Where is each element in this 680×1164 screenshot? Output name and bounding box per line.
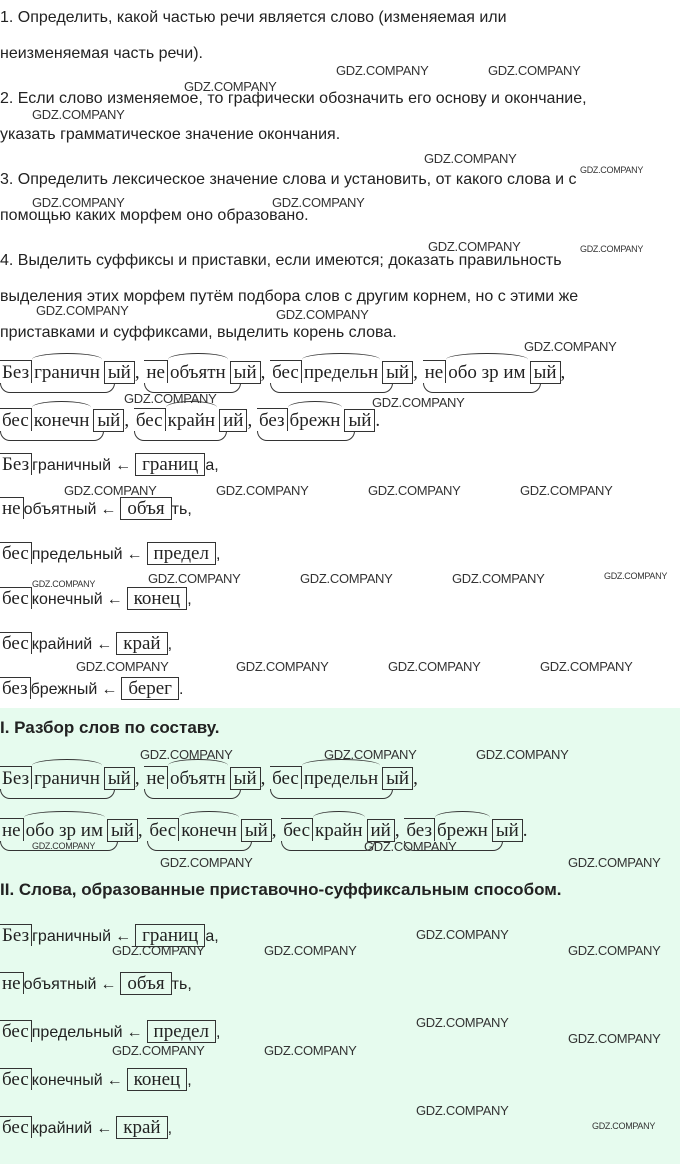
word-base-bracket bbox=[270, 789, 393, 799]
prefix: бес bbox=[0, 1116, 32, 1138]
ending: ый bbox=[93, 409, 124, 432]
section-heading-1: I. Разбор слов по составу. bbox=[0, 718, 220, 737]
separator: , bbox=[134, 768, 140, 789]
root: объятн bbox=[169, 768, 226, 789]
arrow-left-icon: ← bbox=[106, 591, 123, 608]
analyzed-word bbox=[147, 820, 271, 842]
watermark: GDZ.COMPANY bbox=[428, 239, 521, 254]
watermark: GDZ.COMPANY bbox=[416, 1015, 509, 1030]
source-word: берег bbox=[121, 677, 179, 700]
watermark: GDZ.COMPANY bbox=[124, 391, 217, 406]
word-base-bracket bbox=[147, 841, 251, 851]
analyzed-word bbox=[0, 410, 124, 432]
watermark: GDZ.COMPANY bbox=[604, 571, 668, 581]
source-tail: а, bbox=[205, 928, 219, 945]
watermark: GDZ.COMPANY bbox=[592, 1121, 656, 1131]
watermark: GDZ.COMPANY bbox=[372, 395, 465, 410]
prefix: без bbox=[404, 818, 435, 841]
source-word: предел bbox=[147, 1020, 216, 1043]
watermark: GDZ.COMPANY bbox=[568, 943, 661, 958]
derived-word-rest: объятный bbox=[23, 501, 97, 518]
source-tail: , bbox=[167, 1120, 173, 1137]
step-2-line-1: 2. Если слово изменяемое, то графически обозначить его основу и окончание, bbox=[0, 90, 587, 107]
root: брежн bbox=[436, 820, 488, 841]
prefix: бес bbox=[0, 408, 32, 431]
source-tail: , bbox=[187, 1072, 192, 1089]
watermark: GDZ.COMPANY bbox=[184, 79, 277, 94]
ending: ый bbox=[230, 361, 261, 384]
separator: , bbox=[247, 410, 253, 431]
arrow-left-icon: ← bbox=[100, 501, 117, 518]
separator: , bbox=[260, 362, 266, 383]
step-3-line-1: 3. Определить лексическое значение слова и установить, от какого слова и с bbox=[0, 171, 577, 188]
step-3-line-2: помощью каких морфем оно образовано. bbox=[0, 207, 309, 224]
source-tail: , bbox=[215, 546, 221, 563]
analyzed-word bbox=[144, 768, 260, 790]
analyzed-word bbox=[134, 410, 248, 432]
source-word: край bbox=[116, 1116, 167, 1139]
prefix: бес bbox=[134, 408, 166, 431]
prefix: Без bbox=[0, 766, 32, 789]
watermark: GDZ.COMPANY bbox=[568, 1031, 661, 1046]
arrow-left-icon: ← bbox=[96, 1120, 113, 1137]
word-base-bracket bbox=[257, 431, 355, 441]
watermark: GDZ.COMPANY bbox=[32, 195, 125, 210]
root: крайн bbox=[167, 410, 216, 431]
prefix: бес bbox=[0, 587, 32, 609]
morpheme-line bbox=[0, 768, 418, 790]
ending: ый bbox=[492, 819, 523, 842]
step-4-line-1: 4. Выделить суффиксы и приставки, если имеются; доказать правильность bbox=[0, 252, 562, 269]
watermark: GDZ.COMPANY bbox=[580, 244, 644, 254]
word-base-bracket bbox=[0, 383, 115, 393]
analyzed-word bbox=[270, 768, 413, 790]
root: объятн bbox=[169, 362, 226, 383]
analyzed-word bbox=[0, 820, 138, 842]
watermark: GDZ.COMPANY bbox=[416, 1103, 509, 1118]
source-tail: , bbox=[215, 1024, 221, 1041]
source-tail: а, bbox=[205, 457, 219, 474]
derivation-line bbox=[0, 633, 172, 655]
separator: , bbox=[137, 820, 143, 841]
separator: . bbox=[522, 820, 528, 841]
prefix: Без bbox=[0, 453, 32, 475]
prefix: не bbox=[0, 497, 24, 519]
step-4-line-3: приставками и суффиксами, выделить корень слова. bbox=[0, 324, 397, 341]
prefix: не bbox=[0, 972, 24, 994]
analyzed-word bbox=[257, 410, 375, 432]
watermark: GDZ.COMPANY bbox=[336, 63, 429, 78]
prefix: бес bbox=[0, 632, 32, 654]
derivation-line bbox=[0, 1117, 172, 1139]
watermark: GDZ.COMPANY bbox=[32, 579, 96, 589]
root: обо зр им bbox=[25, 820, 103, 841]
morpheme-line bbox=[0, 410, 380, 432]
watermark: GDZ.COMPANY bbox=[32, 841, 96, 851]
section-heading-2: II. Слова, образованные приставочно-суффиксальным способом. bbox=[0, 880, 562, 899]
watermark: GDZ.COMPANY bbox=[368, 483, 461, 498]
derived-word-rest: конечный bbox=[31, 1072, 103, 1089]
derivation-line bbox=[0, 543, 220, 565]
derived-word-rest: предельный bbox=[31, 1024, 123, 1041]
ending: ый bbox=[344, 409, 375, 432]
root: предельн bbox=[303, 768, 379, 789]
separator: , bbox=[560, 362, 566, 383]
watermark: GDZ.COMPANY bbox=[520, 483, 613, 498]
derivation-line bbox=[0, 1069, 192, 1091]
separator: , bbox=[260, 768, 266, 789]
arrow-left-icon: ← bbox=[115, 457, 132, 474]
watermark: GDZ.COMPANY bbox=[32, 107, 125, 122]
derived-word-rest: предельный bbox=[31, 546, 123, 563]
step-4-line-2: выделения этих морфем путём подбора слов с другим корнем, но с этими же bbox=[0, 288, 579, 305]
derived-word-rest: граничный bbox=[32, 457, 112, 474]
arrow-left-icon: ← bbox=[101, 681, 118, 698]
prefix: бес bbox=[270, 360, 302, 383]
separator: , bbox=[134, 362, 140, 383]
prefix: Без bbox=[0, 924, 32, 946]
watermark: GDZ.COMPANY bbox=[416, 927, 509, 942]
root: граничн bbox=[34, 768, 100, 789]
analyzed-word bbox=[423, 362, 561, 384]
derivation-line bbox=[0, 454, 219, 476]
analyzed-word bbox=[0, 362, 135, 384]
arrow-left-icon: ← bbox=[100, 976, 117, 993]
ending: ый bbox=[382, 767, 413, 790]
ending: ий bbox=[367, 819, 395, 842]
derived-word-rest: граничный bbox=[32, 928, 112, 945]
source-word: границ bbox=[135, 453, 205, 476]
watermark: GDZ.COMPANY bbox=[388, 659, 481, 674]
derivation-line bbox=[0, 498, 192, 520]
derived-word-rest: конечный bbox=[31, 591, 103, 608]
step-1-line-2: неизменяемая часть речи). bbox=[0, 45, 203, 62]
root: граничн bbox=[34, 362, 100, 383]
arrow-left-icon: ← bbox=[126, 546, 143, 563]
derived-word-rest: крайний bbox=[31, 1120, 93, 1137]
root: крайн bbox=[315, 820, 363, 841]
ending: ий bbox=[219, 409, 247, 432]
source-tail: , bbox=[187, 591, 192, 608]
separator: . bbox=[375, 410, 381, 431]
watermark: GDZ.COMPANY bbox=[580, 165, 644, 175]
word-base-bracket bbox=[281, 841, 375, 851]
prefix: бес bbox=[0, 1020, 32, 1042]
prefix: не bbox=[423, 360, 447, 383]
prefix: бес bbox=[0, 542, 32, 564]
word-base-bracket bbox=[144, 789, 240, 799]
watermark: GDZ.COMPANY bbox=[476, 747, 569, 762]
watermark: GDZ.COMPANY bbox=[264, 943, 357, 958]
step-1-line-1: 1. Определить, какой частью речи является слово (изменяемая или bbox=[0, 9, 507, 26]
separator: , bbox=[271, 820, 277, 841]
watermark: GDZ.COMPANY bbox=[300, 571, 393, 586]
ending: ый bbox=[107, 819, 138, 842]
root: конечн bbox=[33, 410, 90, 431]
source-word: объя bbox=[120, 497, 171, 520]
prefix: бес bbox=[0, 1068, 32, 1090]
watermark: GDZ.COMPANY bbox=[36, 303, 129, 318]
source-tail: ть, bbox=[171, 501, 192, 518]
step-2-line-2: указать грамматическое значение окончания. bbox=[0, 126, 341, 143]
ending: ый bbox=[382, 361, 413, 384]
watermark: GDZ.COMPANY bbox=[488, 63, 581, 78]
ending: ый bbox=[241, 819, 272, 842]
prefix: не bbox=[144, 360, 168, 383]
analyzed-word bbox=[270, 362, 413, 384]
ending: ый bbox=[530, 361, 561, 384]
derived-word-rest: объятный bbox=[23, 976, 97, 993]
source-word: конец bbox=[127, 587, 188, 610]
arrow-left-icon: ← bbox=[96, 636, 113, 653]
word-base-bracket bbox=[270, 383, 393, 393]
source-word: границ bbox=[135, 924, 205, 947]
prefix: бес bbox=[281, 818, 313, 841]
analyzed-word bbox=[144, 362, 260, 384]
prefix: не bbox=[0, 818, 24, 841]
prefix: не bbox=[144, 766, 168, 789]
separator: , bbox=[413, 768, 418, 789]
ending: ый bbox=[104, 361, 135, 384]
morpheme-line bbox=[0, 362, 565, 384]
separator: , bbox=[124, 410, 130, 431]
derived-word-rest: крайний bbox=[31, 636, 93, 653]
prefix: Без bbox=[0, 360, 32, 383]
watermark: GDZ.COMPANY bbox=[236, 659, 329, 674]
source-tail: , bbox=[167, 636, 173, 653]
source-word: конец bbox=[127, 1068, 188, 1091]
word-base-bracket bbox=[0, 431, 104, 441]
watermark: GDZ.COMPANY bbox=[112, 1043, 205, 1058]
watermark: GDZ.COMPANY bbox=[148, 571, 241, 586]
derivation-line bbox=[0, 1021, 220, 1043]
derivation-line bbox=[0, 973, 192, 995]
watermark: GDZ.COMPANY bbox=[364, 839, 457, 854]
watermark: GDZ.COMPANY bbox=[112, 943, 205, 958]
watermark: GDZ.COMPANY bbox=[64, 483, 157, 498]
watermark: GDZ.COMPANY bbox=[276, 307, 369, 322]
derivation-line bbox=[0, 588, 192, 610]
word-base-bracket bbox=[0, 789, 115, 799]
arrow-left-icon: ← bbox=[126, 1024, 143, 1041]
watermark: GDZ.COMPANY bbox=[324, 747, 417, 762]
root: конечн bbox=[181, 820, 237, 841]
ending: ый bbox=[230, 767, 261, 790]
watermark: GDZ.COMPANY bbox=[424, 151, 517, 166]
ending: ый bbox=[104, 767, 135, 790]
arrow-left-icon: ← bbox=[106, 1072, 123, 1089]
prefix: без bbox=[257, 408, 288, 431]
watermark: GDZ.COMPANY bbox=[76, 659, 169, 674]
watermark: GDZ.COMPANY bbox=[452, 571, 545, 586]
derived-word-rest: брежный bbox=[30, 681, 98, 698]
watermark: GDZ.COMPANY bbox=[568, 855, 661, 870]
source-word: объя bbox=[120, 972, 171, 995]
prefix: бес bbox=[270, 766, 302, 789]
root: брежн bbox=[289, 410, 341, 431]
watermark: GDZ.COMPANY bbox=[524, 339, 617, 354]
word-base-bracket bbox=[423, 383, 541, 393]
root: предельн bbox=[303, 362, 379, 383]
separator: , bbox=[394, 820, 400, 841]
watermark: GDZ.COMPANY bbox=[272, 195, 365, 210]
word-base-bracket bbox=[134, 431, 228, 441]
arrow-left-icon: ← bbox=[115, 928, 132, 945]
source-word: предел bbox=[147, 542, 216, 565]
prefix: без bbox=[0, 677, 31, 699]
watermark: GDZ.COMPANY bbox=[140, 747, 233, 762]
prefix: бес bbox=[147, 818, 179, 841]
separator: , bbox=[413, 362, 418, 383]
source-tail: . bbox=[178, 681, 184, 698]
derivation-line bbox=[0, 678, 183, 700]
watermark: GDZ.COMPANY bbox=[216, 483, 309, 498]
watermark: GDZ.COMPANY bbox=[160, 855, 253, 870]
analyzed-word bbox=[0, 768, 135, 790]
root: обо зр им bbox=[448, 362, 526, 383]
watermark: GDZ.COMPANY bbox=[540, 659, 633, 674]
source-word: край bbox=[116, 632, 167, 655]
watermark: GDZ.COMPANY bbox=[264, 1043, 357, 1058]
source-tail: ть, bbox=[171, 976, 192, 993]
